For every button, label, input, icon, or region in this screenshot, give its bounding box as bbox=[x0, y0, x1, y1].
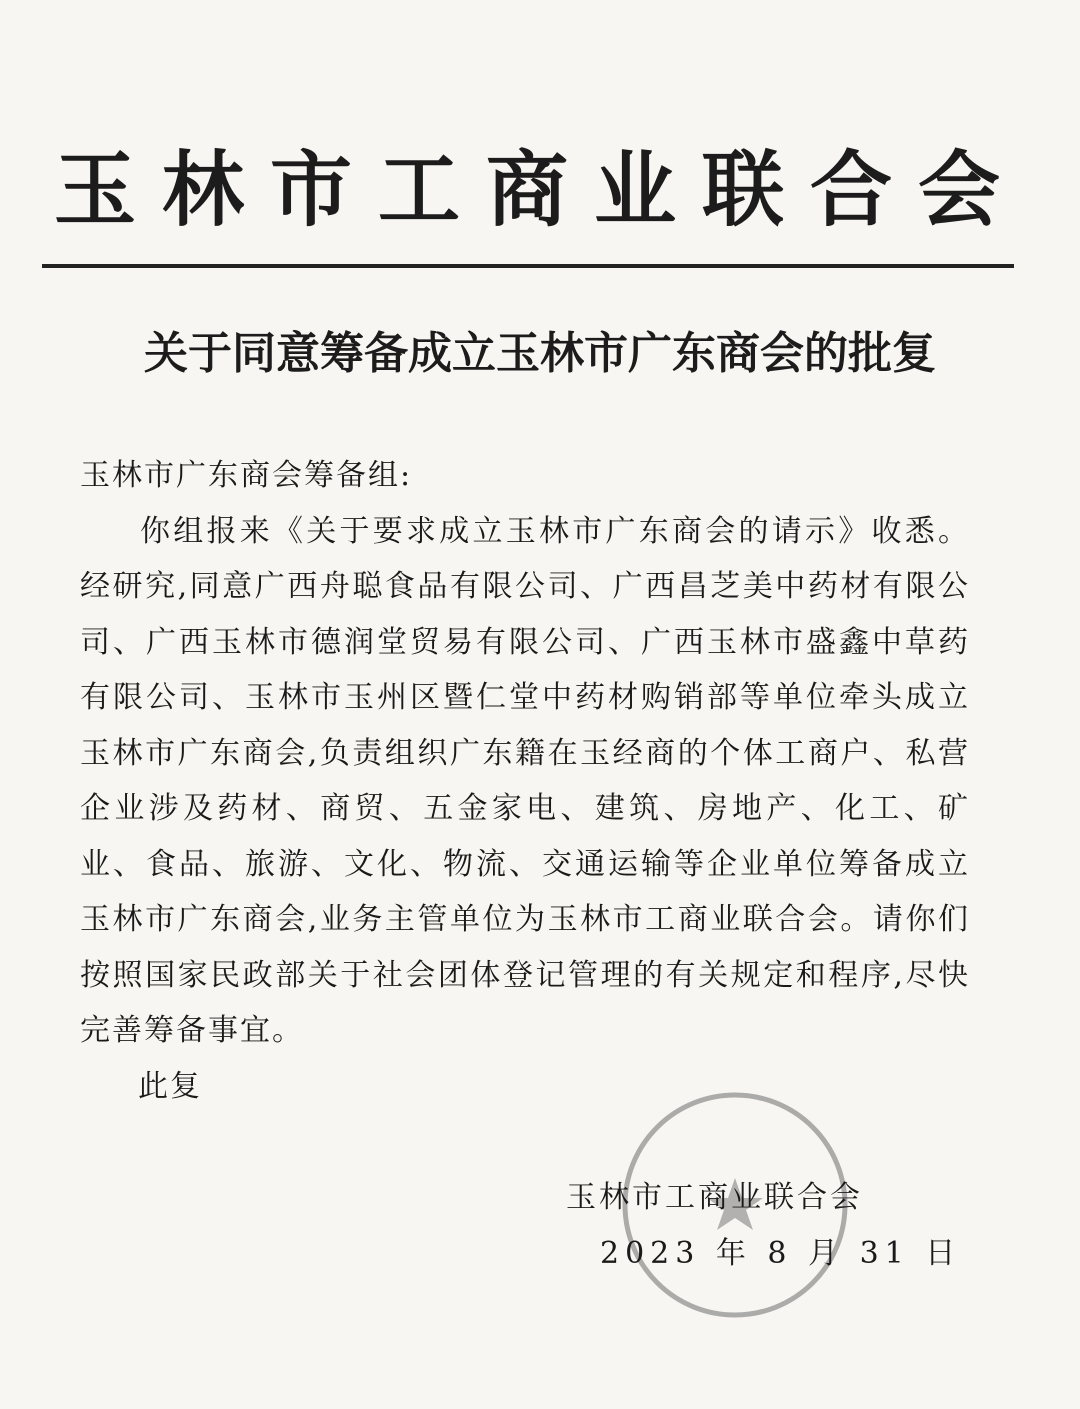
signature-date: 2023 年 8 月 31 日 bbox=[600, 1236, 962, 1271]
document-title: 关于同意筹备成立玉林市广东商会的批复 bbox=[144, 328, 936, 379]
header-divider bbox=[42, 264, 1014, 268]
addressee: 玉林市广东商会筹备组: bbox=[80, 458, 413, 493]
closing-remark: 此复 bbox=[138, 1068, 202, 1104]
document-body bbox=[80, 448, 970, 1114]
signature-organization: 玉林市工商业联合会 bbox=[566, 1180, 863, 1215]
body-paragraph: 你组报来《关于要求成立玉林市广东商会的请示》收悉。经研究,同意广西舟聪食品有限公司、广西昌芝美中药材有限公司、广西玉林市德润堂贸易有限公司、广西玉林市盛鑫中草药有限公司、玉林市玉州区暨仁堂中药材购销部等单位牵头成立玉林市广东商会,负责组织广东籍在玉经商的个体工商户、私营企业涉及药材、商贸、五金家电、建筑、房地产、化工、矿业、食品、旅游、文化、物流、交通运输等企业单位筹备成立玉林市广东商会,业务主管单位为玉林市工商业联合会。请你们按照国家民政部关于社会团体登记管理的有关规定和程序,尽快完善筹备事宜。 bbox=[80, 513, 970, 1048]
organization-header: 玉林市工商业联合会 bbox=[53, 142, 1026, 238]
